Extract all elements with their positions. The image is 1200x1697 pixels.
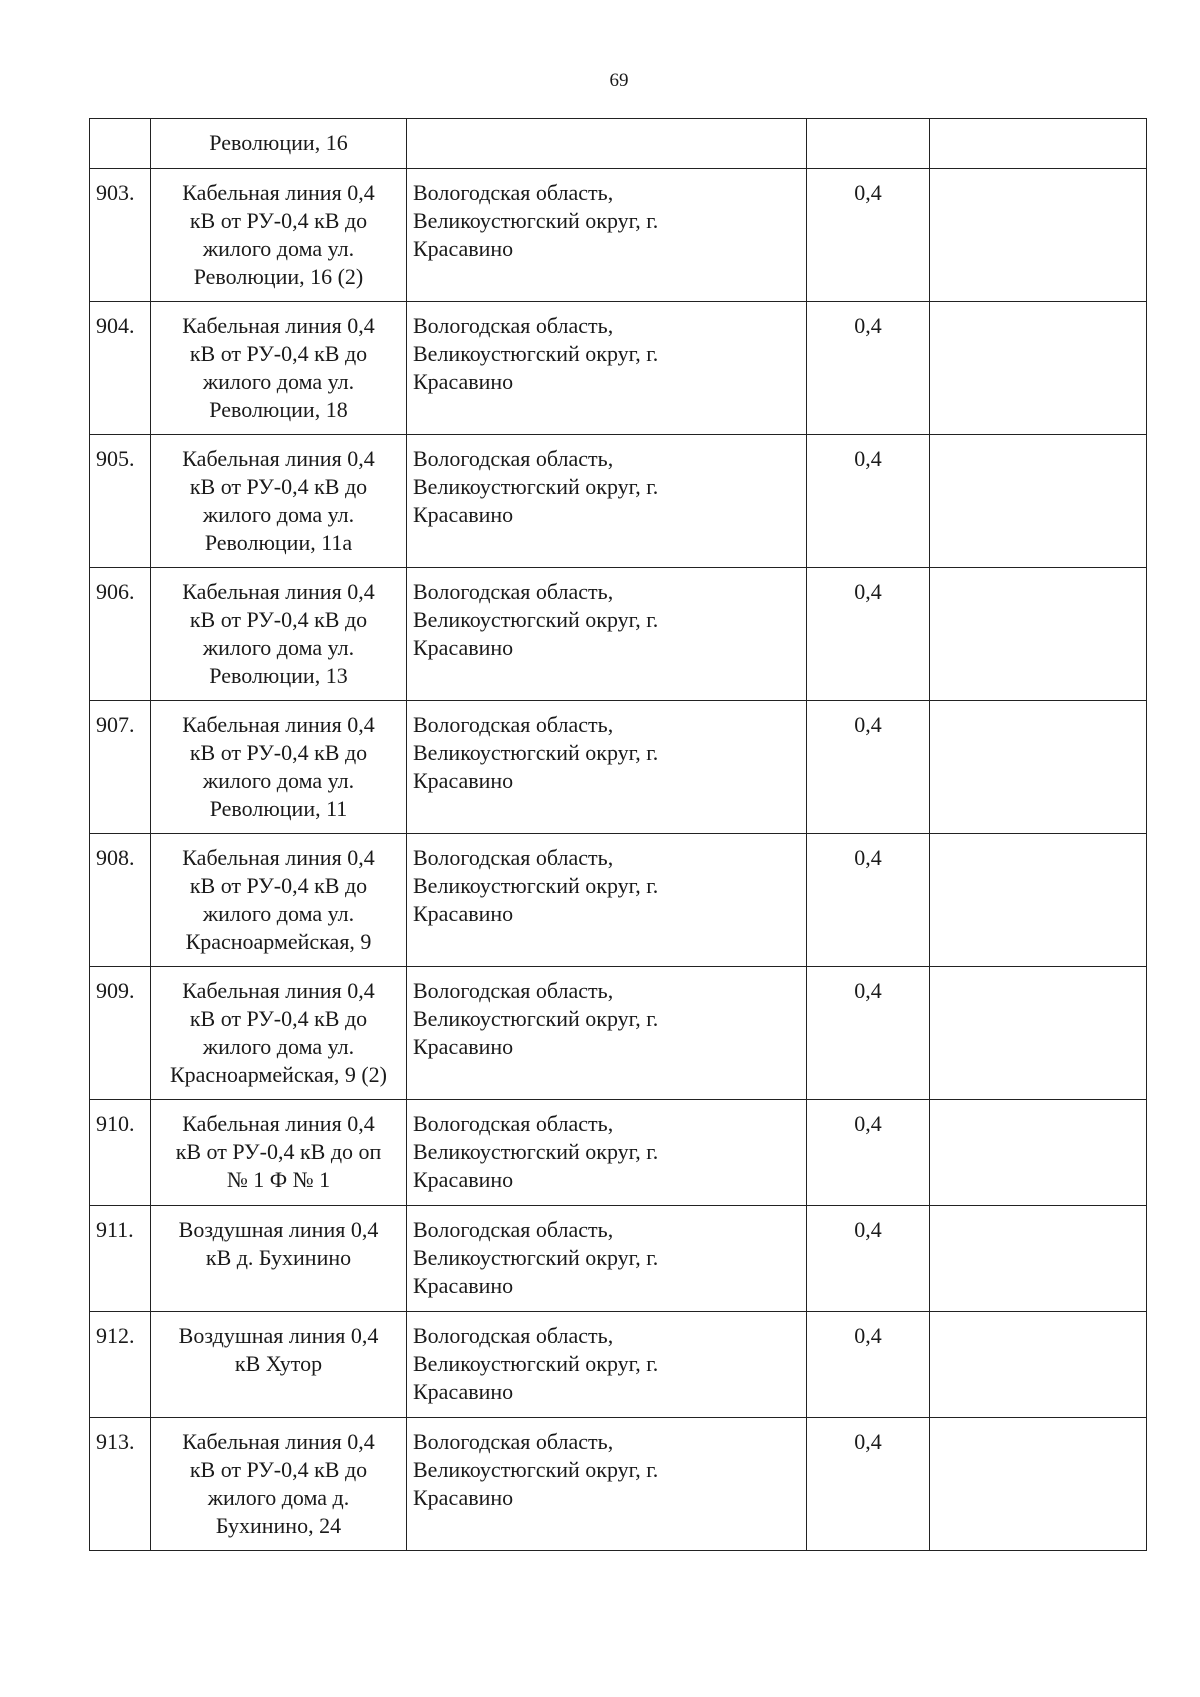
address-line: Великоустюгский округ, г. [413,1245,659,1270]
table-row [90,435,1147,568]
address-line: Великоустюгский округ, г. [413,873,659,898]
cell-address [407,701,807,834]
address-line: Вологодская область, [413,1217,614,1242]
address-line: Красавино [413,502,514,527]
name-line: жилого дома ул. [202,502,355,527]
address-line: Вологодская область, [413,1111,614,1136]
address-line: Вологодская область, [413,180,614,205]
cell-name: Революции, 16 [151,119,407,169]
address-line: Великоустюгский округ, г. [413,341,659,366]
name-line: Воздушная линия 0,4 [178,1217,379,1242]
name-line: Революции, 16 (2) [193,264,364,289]
cell-number: 913. [90,1418,151,1551]
name-line: Революции, 11 [209,796,348,821]
address-line: Красавино [413,369,514,394]
table-row [90,1100,1147,1206]
name-line: кВ от РУ-0,4 кВ до [189,341,368,366]
table-row [90,302,1147,435]
cell-extra [930,1100,1147,1206]
cell-extra [930,119,1147,169]
name-line: кВ от РУ-0,4 кВ до [189,474,368,499]
name-line: кВ от РУ-0,4 кВ до [189,740,368,765]
cell-name [151,169,407,302]
cell-voltage: 0,4 [807,435,930,568]
name-line: жилого дома ул. [202,901,355,926]
address-line: Великоустюгский округ, г. [413,1139,659,1164]
address-line: Вологодская область, [413,1323,614,1348]
table-row [90,1418,1147,1551]
registry-table [89,118,1147,1551]
page-number: 69 [609,70,629,91]
name-line: Кабельная линия 0,4 [182,978,375,1003]
cell-voltage: 0,4 [807,701,930,834]
table-row [90,119,1147,169]
name-line: жилого дома ул. [202,236,355,261]
cell-voltage [807,119,930,169]
cell-address [407,1206,807,1312]
name-line: Революции, 18 [209,397,348,422]
registry-table-body [90,119,1147,1551]
cell-voltage: 0,4 [807,1206,930,1312]
cell-voltage: 0,4 [807,302,930,435]
address-line: Вологодская область, [413,845,614,870]
cell-number: 905. [90,435,151,568]
cell-number: 907. [90,701,151,834]
address-line: Красавино [413,901,514,926]
cell-voltage: 0,4 [807,1312,930,1418]
name-line: кВ от РУ-0,4 кВ до [189,208,368,233]
name-line: Революции, 13 [209,663,348,688]
table-row [90,1312,1147,1418]
cell-number [90,119,151,169]
address-line: Вологодская область, [413,1429,614,1454]
cell-address [407,834,807,967]
cell-name [151,834,407,967]
address-line: Вологодская область, [413,579,614,604]
name-line: Бухинино, 24 [215,1513,342,1538]
name-line: кВ от РУ-0,4 кВ до [189,1006,368,1031]
address-line: Вологодская область, [413,446,614,471]
table-row [90,701,1147,834]
cell-name [151,1312,407,1418]
cell-number: 904. [90,302,151,435]
cell-voltage: 0,4 [807,834,930,967]
name-line: кВ от РУ-0,4 кВ до оп [175,1139,382,1164]
cell-address [407,435,807,568]
name-line: Кабельная линия 0,4 [182,313,375,338]
name-line: Кабельная линия 0,4 [182,180,375,205]
table-row [90,169,1147,302]
cell-address [407,1100,807,1206]
cell-voltage: 0,4 [807,967,930,1100]
name-line: кВ от РУ-0,4 кВ до [189,873,368,898]
cell-extra [930,568,1147,701]
name-line: Кабельная линия 0,4 [182,579,375,604]
cell-name [151,701,407,834]
cell-number: 906. [90,568,151,701]
name-line: кВ Хутор [234,1351,323,1376]
name-line: Революции, 11а [204,530,353,555]
cell-extra [930,701,1147,834]
cell-number: 912. [90,1312,151,1418]
cell-extra [930,967,1147,1100]
cell-address [407,967,807,1100]
cell-extra [930,834,1147,967]
address-line: Великоустюгский округ, г. [413,208,659,233]
cell-voltage: 0,4 [807,1418,930,1551]
name-line: Кабельная линия 0,4 [182,446,375,471]
cell-name [151,568,407,701]
name-line: жилого дома ул. [202,369,355,394]
cell-address [407,169,807,302]
address-line: Великоустюгский округ, г. [413,607,659,632]
cell-name [151,302,407,435]
address-line: Красавино [413,1379,514,1404]
name-line: Кабельная линия 0,4 [182,1429,375,1454]
cell-name [151,1100,407,1206]
address-line: Красавино [413,1034,514,1059]
cell-voltage: 0,4 [807,568,930,701]
cell-name [151,1206,407,1312]
table-row [90,834,1147,967]
table-row [90,967,1147,1100]
cell-extra [930,435,1147,568]
name-line: жилого дома ул. [202,768,355,793]
cell-extra [930,1206,1147,1312]
name-line: Кабельная линия 0,4 [182,712,375,737]
name-line: Красноармейская, 9 [185,929,372,954]
name-line: жилого дома ул. [202,1034,355,1059]
cell-number: 911. [90,1206,151,1312]
address-line: Великоустюгский округ, г. [413,1006,659,1031]
address-line: Великоустюгский округ, г. [413,474,659,499]
address-line: Великоустюгский округ, г. [413,1351,659,1376]
name-line: Красноармейская, 9 (2) [169,1062,388,1087]
cell-number: 909. [90,967,151,1100]
name-line: кВ от РУ-0,4 кВ до [189,607,368,632]
address-line: Вологодская область, [413,978,614,1003]
cell-name [151,1418,407,1551]
address-line: Великоустюгский округ, г. [413,1457,659,1482]
name-line: Воздушная линия 0,4 [178,1323,379,1348]
cell-number: 908. [90,834,151,967]
name-line: жилого дома д. [207,1485,350,1510]
cell-address [407,119,807,169]
cell-address [407,302,807,435]
address-line: Вологодская область, [413,313,614,338]
cell-extra [930,1312,1147,1418]
cell-name [151,435,407,568]
address-line: Красавино [413,635,514,660]
cell-address [407,1418,807,1551]
address-line: Красавино [413,1167,514,1192]
cell-voltage: 0,4 [807,1100,930,1206]
cell-extra [930,169,1147,302]
table-row [90,568,1147,701]
cell-extra [930,302,1147,435]
cell-address [407,1312,807,1418]
cell-name [151,967,407,1100]
address-line: Великоустюгский округ, г. [413,740,659,765]
address-line: Красавино [413,1485,514,1510]
name-line: № 1 Ф № 1 [226,1167,331,1192]
cell-voltage: 0,4 [807,169,930,302]
name-line: Кабельная линия 0,4 [182,845,375,870]
table-row [90,1206,1147,1312]
name-line: жилого дома ул. [202,635,355,660]
address-line: Красавино [413,236,514,261]
name-line: кВ от РУ-0,4 кВ до [189,1457,368,1482]
cell-address [407,568,807,701]
cell-number: 903. [90,169,151,302]
cell-extra [930,1418,1147,1551]
name-line: Кабельная линия 0,4 [182,1111,375,1136]
name-line: кВ д. Бухинино [205,1245,352,1270]
address-line: Вологодская область, [413,712,614,737]
address-line: Красавино [413,1273,514,1298]
cell-number: 910. [90,1100,151,1206]
address-line: Красавино [413,768,514,793]
